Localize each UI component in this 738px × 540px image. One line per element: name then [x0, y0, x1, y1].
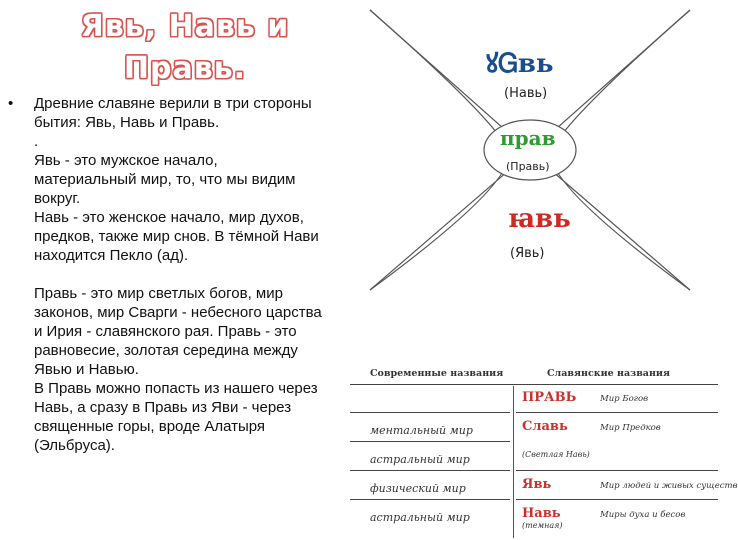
row-modern: ментальный мир: [370, 424, 473, 437]
row-desc: Мир людей и живых существ: [600, 481, 738, 491]
nav-glyph: ꙋᏀвь: [486, 49, 554, 79]
row-desc: Мир Предков: [600, 423, 661, 433]
body-text: [34, 94, 324, 455]
row-desc: Миры духа и бесов: [600, 510, 686, 520]
yav-caption: (Явь): [510, 246, 545, 261]
header-slavic: Славянские названия: [547, 368, 670, 379]
title-line-1: Явь, Навь и: [80, 9, 290, 44]
table-row: [350, 415, 718, 444]
row-modern: астральный мир: [370, 453, 470, 466]
title-line-2: Правь.: [123, 51, 247, 86]
paragraph-path: В Правь можно попасть из нашего через Навь, а сразу в Правь из Яви - через священные горы, вроде Алатыря (Эльбруса).: [34, 380, 318, 454]
table-row: [350, 444, 718, 473]
paragraph-yav: Явь - это мужское начало, материальный мир, то, что мы видим вокруг.: [34, 152, 296, 207]
paragraph-dot: .: [34, 133, 39, 150]
nav-caption: (Навь): [504, 86, 548, 101]
worlds-table: [350, 360, 738, 536]
row-slavic: ПРАВЬ: [522, 390, 577, 405]
row-modern: астральный мир: [370, 511, 470, 524]
row-slavic-sub: (Светлая Навь): [522, 450, 590, 459]
table-row: [350, 473, 738, 502]
paragraph-nav: Навь - это женское начало, мир духов, предков, также мир снов. В тёмной Нави находится Пекло (ад).: [34, 209, 319, 264]
page-title: [30, 6, 340, 90]
row-slavic: Явь: [522, 477, 552, 492]
table-row: [350, 386, 718, 415]
table-header: [350, 360, 718, 386]
worlds-diagram: [340, 0, 720, 300]
row-slavic: Славь: [522, 419, 568, 434]
paragraph-intro: Древние славяне верили в три стороны бытия: Явь, Навь и Правь.: [34, 95, 312, 131]
row-modern: физический мир: [370, 482, 466, 495]
yav-glyph: ꙗвь: [508, 204, 571, 234]
prav-caption: (Правь): [506, 160, 550, 173]
bullet-marker: •: [8, 95, 14, 112]
paragraph-prav: Правь - это мир светлых богов, мир законов, мир Сварги - небесного царства и Ирия - славянского рая. Правь - это равновесие, золотая середина между Явью и Навью.: [34, 285, 322, 378]
row-slavic-sub: (темная): [522, 521, 563, 530]
row-desc: Мир Богов: [600, 394, 649, 404]
prav-glyph: прав: [500, 126, 556, 150]
table-row: [350, 502, 718, 536]
row-slavic: Навь: [522, 506, 561, 521]
header-modern: Современные названия: [370, 368, 504, 379]
